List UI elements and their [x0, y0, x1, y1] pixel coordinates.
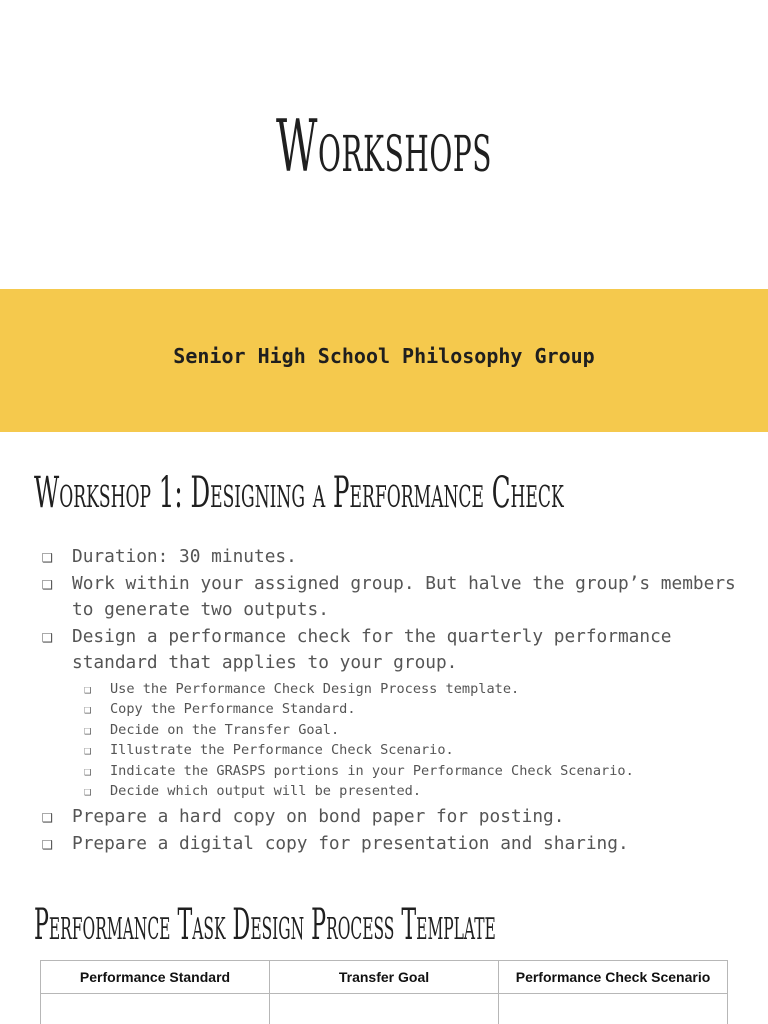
bullet-text: Design a performance check for the quarterly performance standard that applies to your group. — [72, 625, 672, 673]
checkbox-square-icon: ❑ — [84, 784, 92, 799]
table-row — [41, 994, 728, 1024]
column-header: Performance Standard — [41, 961, 270, 994]
workshop-heading: Workshop 1: Designing a Performance Check — [34, 468, 564, 518]
list-item — [42, 804, 742, 831]
sub-list-item — [42, 720, 742, 741]
sub-bullet-text: Decide which output will be presented. — [110, 783, 421, 800]
sub-bullet-text: Copy the Performance Standard. — [110, 701, 356, 718]
checkbox-square-icon: ❑ — [84, 722, 92, 737]
sub-bullet-text: Decide on the Transfer Goal. — [110, 721, 340, 738]
list-item — [42, 624, 742, 677]
list-item — [42, 571, 742, 624]
checkbox-square-icon: ❑ — [42, 572, 53, 594]
workshop-bullet-list — [42, 544, 742, 857]
page-title: Workshops — [275, 104, 493, 188]
sub-bullet-text: Use the Performance Check Design Process template. — [110, 680, 520, 697]
bullet-text: Prepare a digital copy for presentation and sharing. — [72, 832, 629, 854]
checkbox-square-icon: ❑ — [84, 681, 92, 696]
sub-list-item — [42, 781, 742, 802]
bullet-text: Prepare a hard copy on bond paper for posting. — [72, 806, 565, 828]
sub-list-item — [42, 679, 742, 700]
group-banner — [0, 289, 768, 432]
table-cell — [499, 994, 728, 1024]
checkbox-square-icon: ❑ — [42, 546, 53, 567]
banner-text: Senior High School Philosophy Group — [173, 344, 595, 368]
sub-bullet-text: Illustrate the Performance Check Scenario. — [110, 742, 454, 759]
column-header: Transfer Goal — [270, 961, 499, 994]
sub-list-item — [42, 699, 742, 720]
table-header-row — [41, 961, 728, 994]
checkbox-square-icon: ❑ — [84, 702, 92, 717]
checkbox-square-icon: ❑ — [84, 743, 92, 758]
list-item — [42, 544, 742, 571]
sub-bullet-text: Indicate the GRASPS portions in your Performance Check Scenario. — [110, 762, 634, 779]
sub-list-item — [42, 761, 742, 782]
checkbox-square-icon: ❑ — [42, 806, 53, 828]
table-cell — [41, 994, 270, 1024]
list-item — [42, 831, 742, 858]
bullet-text: Duration: 30 minutes. — [72, 546, 297, 567]
column-header: Performance Check Scenario — [499, 961, 728, 994]
template-heading: Performance Task Design Process Template — [34, 900, 496, 950]
bullet-text: Work within your assigned group. But halve the group’s members to generate two outputs. — [72, 572, 736, 620]
table-cell — [270, 994, 499, 1024]
checkbox-square-icon: ❑ — [42, 625, 53, 647]
checkbox-square-icon: ❑ — [84, 763, 92, 778]
checkbox-square-icon: ❑ — [42, 832, 53, 854]
template-table — [40, 960, 728, 1024]
sub-list-item — [42, 740, 742, 761]
